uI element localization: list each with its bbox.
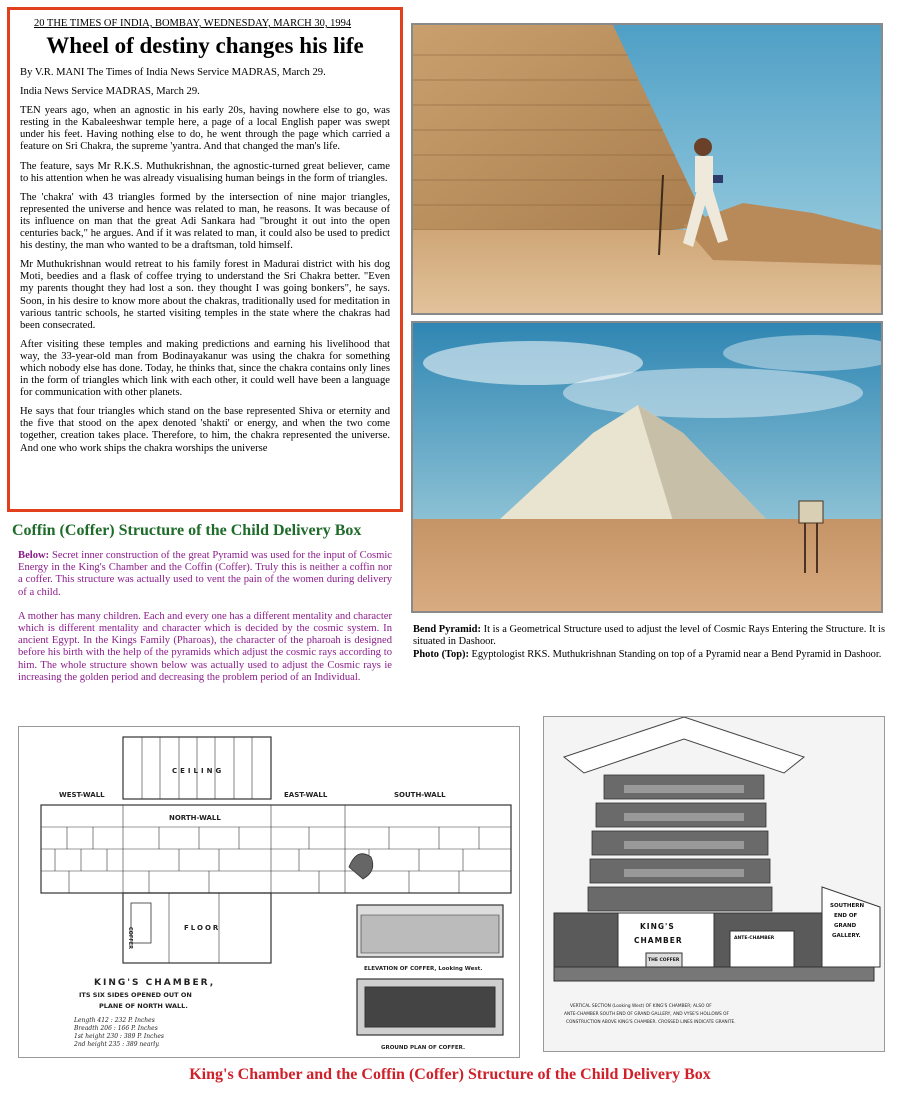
label-south-wall: SOUTH-WALL (394, 791, 446, 799)
label-gallery-3: GRAND (834, 923, 857, 929)
dimension-first-height: 1st height 230 : 389 P. Inches (74, 1033, 164, 1040)
bent-pyramid-illustration (413, 323, 881, 611)
article-byline: By V.R. MANI The Times of India News Service MADRAS, March 29. (20, 67, 326, 78)
caption-photo-top: Photo (Top): Egyptologist RKS. Muthukrishnan Standing on top of a Pyramid near a Bend Pyramid in Dashoor. (413, 648, 882, 660)
label-kings: KING'S (640, 922, 675, 931)
plan-caption: GROUND PLAN OF COFFER. (381, 1045, 466, 1051)
photo-bent-pyramid (411, 321, 883, 613)
label-ceiling: CEILING (172, 767, 225, 775)
kings-chamber-section-drawing (544, 717, 884, 1051)
elevation-caption: ELEVATION OF COFFER, Looking West. (364, 966, 483, 972)
newspaper-article (7, 7, 403, 512)
article-paragraph: TEN years ago, when an agnostic in his early 20s, having nowhere else to go, was resting in the Kabaleeshwar temple here, a page of a local English paper was swept under his feet. Having nothing else to do, he went through the page which carried a feature on Sri Chakra, the supreme 'yantra. And that changed the man's life. (20, 105, 390, 153)
section-caption-3: CONSTRUCTION ABOVE KING'S CHAMBER. CROSSED LINES INDICATE GRANITE. (566, 1020, 736, 1025)
left-diagram-title: KING'S CHAMBER, (94, 978, 216, 988)
pyramid-photo-top-illustration (413, 25, 881, 313)
dimension-breadth: Breadth 206 : 166 P. Inches (74, 1025, 158, 1032)
dimension-second-height: 2nd height 235 : 389 nearly. (74, 1041, 160, 1048)
label-north-wall: NORTH-WALL (169, 814, 221, 822)
description-paragraph: Below: Secret inner construction of the great Pyramid was used for the input of Cosmic Energy in the King's Chamber and the Coffin (Coffer). Truly this is neither a coffin nor a coffer. This structure was actually used to vent the pain of the women during delivery of a child. (18, 550, 392, 598)
label-gallery-4: GALLERY. (832, 933, 861, 939)
photo-man-at-pyramid (411, 23, 883, 315)
label-ante-chamber: ANTE-CHAMBER (734, 936, 775, 941)
description-lead-label: Below: (18, 550, 50, 561)
kings-chamber-section-diagram (543, 716, 885, 1052)
label-chamber: CHAMBER (634, 936, 683, 945)
coffin-description (18, 550, 392, 696)
article-paragraph: Mr Muthukrishnan would retreat to his family forest in Madurai district with his dog Moti, beedies and a flask of coffee trying to understand the Sri Chakra better. "Even my parents thought they had lost a son. they thought I was going bonkers", he says. Soon, in his desire to know more about the chakras, traditionally used for meditation in various tantric schools, he started visiting temples in the state where the chakras had been consecrated. (20, 259, 390, 331)
article-dateline: 20 THE TIMES OF INDIA, BOMBAY, WEDNESDAY, MARCH 30, 1994 (34, 18, 352, 29)
label-west-wall: WEST-WALL (59, 791, 105, 799)
label-the-coffer: THE COFFER (648, 958, 680, 963)
label-gallery-2: END OF (834, 913, 858, 919)
photo-caption (413, 624, 885, 661)
left-diagram-subtitle-2: PLANE OF NORTH WALL. (99, 1002, 188, 1010)
article-service: India News Service MADRAS, March 29. (20, 86, 200, 98)
article-headline: Wheel of destiny changes his life (46, 33, 364, 58)
caption-bend-pyramid: Bend Pyramid: It is a Geometrical Structure used to adjust the level of Cosmic Rays Entering the Structure. It is situated in Dashoor. (413, 624, 885, 648)
description-paragraph: A mother has many children. Each and every one has a different mentality and character which is different mentality and character which is decided by the cosmic system. In ancient Egypt. In the Kings Family (Pharoas), the character of the pharoah is designed before his birth with the help of the pyramids which adjust the cosmic rays according to him. The whole structure shown below was actually used to adjust the Cosmic rays ie increasing the golden period and decreasing the problem period of an Individual. (18, 610, 392, 683)
section-caption-2: ANTE-CHAMBER SOUTH END OF GRAND GALLERY, AND VYSE'S HOLLOWS OF (564, 1012, 729, 1017)
dimension-length: Length 412 : 232 P. Inches (74, 1017, 155, 1024)
kings-chamber-unfolded-diagram (18, 726, 520, 1058)
article-paragraph: He says that four triangles which stand on the base represented Shiva or eternity and the five that stood on the apex denoted 'shakti' or energy, and when the two come together, creation takes place. Therefore, to him, the chakra represented the universe. And one who work ships the chakra worships the universe (20, 406, 390, 454)
label-gallery-1: SOUTHERN (830, 903, 865, 909)
article-paragraph: The feature, says Mr R.K.S. Muthukrishnan, the agnostic-turned great believer, came to his attention when he was already visualising human beings in the form of triangles. (20, 160, 390, 184)
left-diagram-subtitle-1: ITS SIX SIDES OPENED OUT ON (79, 991, 192, 999)
article-paragraph: The 'chakra' with 43 triangles formed by the intersection of nine major triangles, represented the universe and hence was related to man, he reasons. It was because of its influence on man that the great Adi Sankara had "brought it out into the open centuries back," he argues. And if it was related to man, it could also be used to predict his destiny, the man who wanted to be a draftsman, told himself. (20, 191, 390, 252)
article-paragraph: After visiting these temples and making predictions and earning his livelihood that way, the 33-year-old man from Bodinayakanur was using the chakra for something which nobody else has done. Today, he thinks that, since the chakra contains only lines in the form of triangles which link with each other, it could well have been a language for communication with other planets. (20, 338, 390, 399)
label-coffer: COFFER (127, 927, 133, 950)
bottom-title: King's Chamber and the Coffin (Coffer) Structure of the Child Delivery Box (189, 1066, 711, 1083)
coffin-structure-heading: Coffin (Coffer) Structure of the Child Delivery Box (12, 522, 362, 539)
section-caption-1: VERTICAL SECTION (Looking West) OF KING'S CHAMBER; ALSO OF (570, 1004, 712, 1009)
label-east-wall: EAST-WALL (284, 791, 328, 799)
label-floor: FLOOR (184, 924, 221, 932)
kings-chamber-unfolded-drawing (19, 727, 519, 1057)
